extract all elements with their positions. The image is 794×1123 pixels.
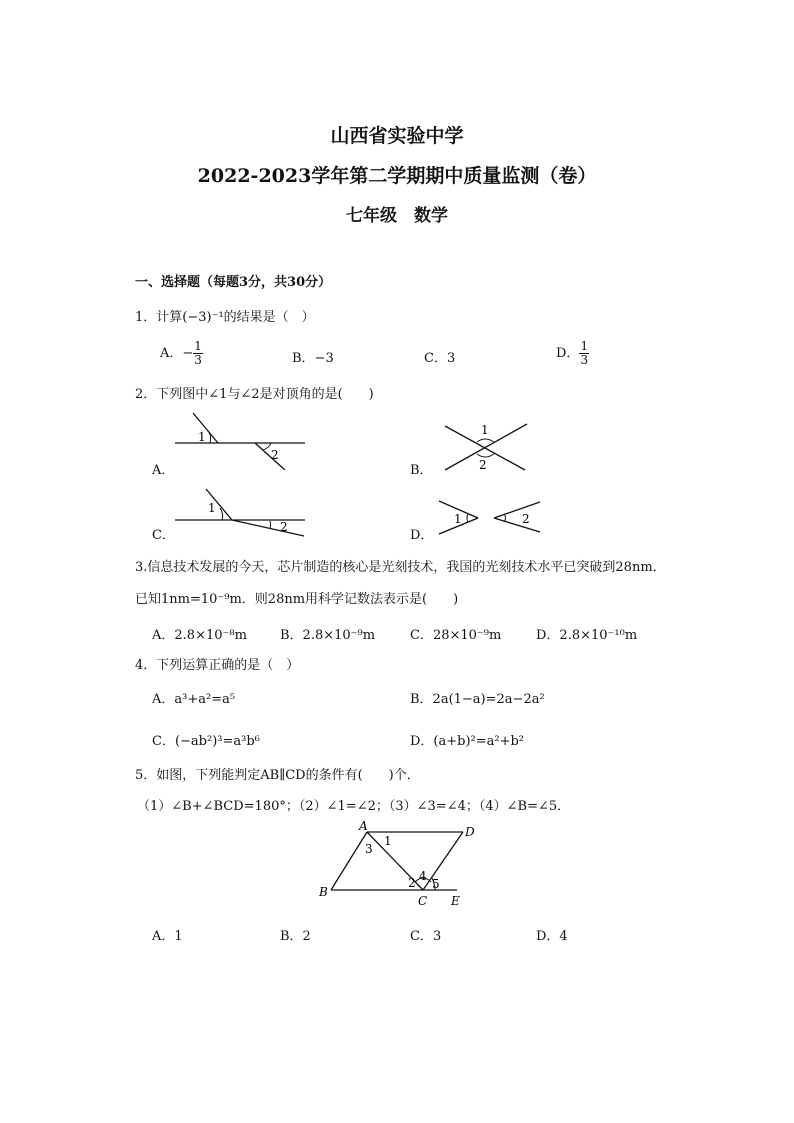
q4-option-c: C．(−ab²)³=a³b⁶ xyxy=(152,734,260,749)
q1-option-c: C．3 xyxy=(424,351,456,366)
q3-option-b: B．2.8×10⁻⁹m xyxy=(280,628,376,643)
q5-angle-1: 1 xyxy=(384,834,392,848)
q2-figure-c xyxy=(170,486,310,538)
q2d-angle2: 2 xyxy=(522,512,530,526)
q5-option-c: C．3 xyxy=(410,929,442,944)
q2-figure-a xyxy=(170,410,310,470)
q1-option-a-fraction xyxy=(193,340,203,367)
exam-title: 2022-2023学年第二学期期中质量监测（卷） xyxy=(197,165,597,187)
q1-a-denominator: 3 xyxy=(194,353,202,367)
q2a-angle2: 2 xyxy=(271,448,279,462)
q5-option-b: B．2 xyxy=(280,929,311,944)
q1-option-a-sign: − xyxy=(182,346,194,361)
q1-option-d-label: D． xyxy=(556,346,580,361)
q5-angle-4: 4 xyxy=(419,869,427,883)
q2a-angle1: 1 xyxy=(198,430,206,444)
q1-stem: 1．计算(−3)⁻¹的结果是（ ） xyxy=(135,310,315,325)
grade-subject: 七年级 数学 xyxy=(346,206,448,226)
q2c-angle1: 1 xyxy=(208,501,216,515)
q3-option-a: A．2.8×10⁻⁸m xyxy=(152,628,247,643)
q4-stem: 4．下列运算正确的是（ ） xyxy=(135,658,300,673)
q5-label-B: B xyxy=(319,885,328,899)
q1-option-d xyxy=(556,340,589,367)
q4-option-b: B．2a(1−a)=2a−2a² xyxy=(410,692,545,707)
q3-stem-line1: 3.信息技术发展的今天，芯片制造的核心是光刻技术，我国的光刻技术水平已突破到28nm． xyxy=(135,560,666,575)
q1-option-d-fraction xyxy=(579,340,589,367)
q2-figure-b xyxy=(435,418,535,474)
q2-option-a: A． xyxy=(152,463,175,478)
q1-a-numerator: 1 xyxy=(194,339,202,353)
q2-stem: 2．下列图中∠1与∠2是对顶角的是( ) xyxy=(135,387,374,402)
q1-option-a xyxy=(160,340,203,367)
q3-option-d: D．2.8×10⁻¹⁰m xyxy=(536,628,638,643)
q5-option-d: D．4 xyxy=(536,929,568,944)
q1-option-a-label: A． xyxy=(160,346,183,361)
school-title: 山西省实验中学 xyxy=(330,125,464,147)
q1-d-numerator: 1 xyxy=(580,339,589,353)
q5-label-C: C xyxy=(418,894,428,908)
q2c-angle2: 2 xyxy=(280,520,288,534)
q2b-angle1: 1 xyxy=(481,423,489,437)
q4-option-d: D．(a+b)²=a²+b² xyxy=(410,734,525,749)
q1-d-denominator: 3 xyxy=(580,353,589,367)
q5-figure xyxy=(315,818,485,910)
q5-label-E: E xyxy=(451,894,460,908)
q5-option-a: A．1 xyxy=(152,929,183,944)
q5-angle-3: 3 xyxy=(365,842,373,856)
q5-label-A: A xyxy=(359,819,368,833)
q5-label-D: D xyxy=(465,825,475,839)
q1-option-b: B．−3 xyxy=(292,351,334,366)
q5-stem: 5．如图，下列能判定AB∥CD的条件有( )个． xyxy=(135,768,420,783)
q4-option-a: A．a³+a²=a⁵ xyxy=(152,692,236,707)
q2-figure-d xyxy=(436,496,546,536)
q2d-angle1: 1 xyxy=(454,512,462,526)
q5-angle-5: 5 xyxy=(432,877,440,891)
q2-option-b: B． xyxy=(410,463,433,478)
q5-angle-2: 2 xyxy=(408,876,416,890)
section-title: 一、选择题（每题3分，共30分） xyxy=(135,275,332,290)
q2b-angle2: 2 xyxy=(479,458,487,472)
q5-conditions: （1）∠B+∠BCD=180°；（2）∠1=∠2；（3）∠3=∠4；（4）∠B=∠5． xyxy=(137,799,571,814)
q3-option-c: C．28×10⁻⁹m xyxy=(410,628,502,643)
q2-option-d: D． xyxy=(410,528,434,543)
q3-stem-line2: 已知1nm=10⁻⁹m．则28nm用科学记数法表示是( ) xyxy=(135,592,459,607)
q2-option-c: C． xyxy=(152,528,175,543)
